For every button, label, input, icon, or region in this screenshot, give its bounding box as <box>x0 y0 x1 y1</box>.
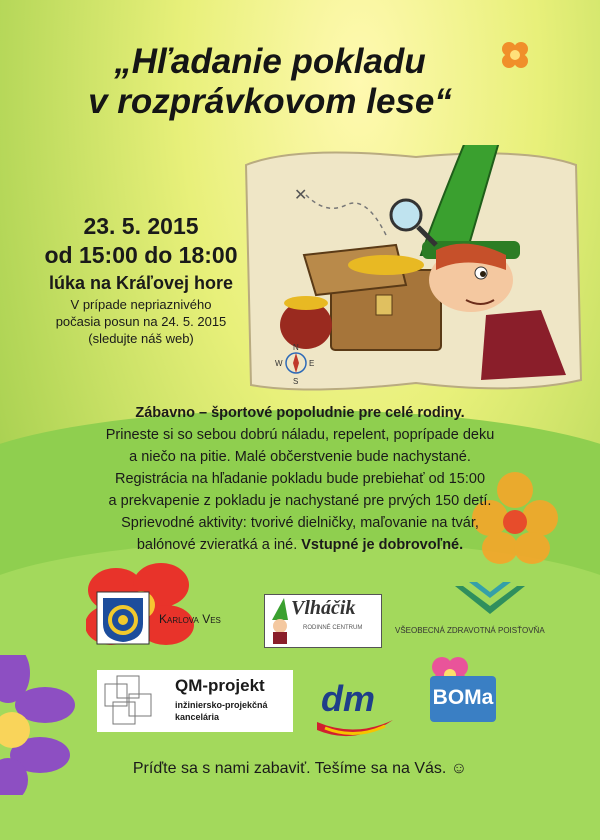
vlhacik-label: Vlháčik <box>291 597 356 619</box>
gnome-small-icon <box>268 598 292 644</box>
event-time: od 15:00 do 18:00 <box>44 242 238 268</box>
vszp-chevron-icon <box>455 580 525 620</box>
boma-logo <box>430 676 496 722</box>
footer-invitation: Príďte sa s nami zabaviť. Tešíme sa na Vás. ☺ <box>132 760 468 777</box>
gold-pot-icon <box>280 296 332 349</box>
event-place: lúka na Kráľovej hore <box>49 273 233 293</box>
treasure-map-illustration <box>236 145 596 395</box>
compass-s: S <box>293 377 299 386</box>
description-line-6 <box>78 534 522 556</box>
dm-swoosh-icon <box>315 718 395 738</box>
dm-logo <box>315 678 395 738</box>
karlova-ves-logo <box>95 590 245 645</box>
entry-free-text: Vstupné je dobrovoľné. <box>301 537 464 553</box>
weather-note-1: V prípade nepriaznivého <box>70 297 212 312</box>
compass-w: W <box>275 359 283 368</box>
qm-squares-icon <box>103 674 157 728</box>
karlova-ves-label: Karlova Ves <box>159 612 221 626</box>
event-description <box>78 402 522 556</box>
qm-projekt-logo <box>97 670 293 732</box>
title-line-1: „Hľadanie pokladu <box>114 42 426 81</box>
vlhacik-logo <box>264 594 382 648</box>
event-info <box>20 212 262 347</box>
description-line-2: a niečo na pitie. Malé občerstvenie bude nachystané. <box>129 449 471 465</box>
weather-note-3: (sledujte náš web) <box>88 331 194 346</box>
title-line-2: v rozprávkovom lese“ <box>88 82 452 121</box>
qm-title: QM-projekt <box>175 676 265 695</box>
weather-note-2: počasia posun na 24. 5. 2015 <box>55 314 227 329</box>
boma-label: BOMa <box>432 686 494 709</box>
orange-small-flower-icon <box>500 40 530 70</box>
dm-label: dm <box>321 678 375 719</box>
description-line-1: Prineste si so sebou dobrú náladu, repelent, poprípade deku <box>105 427 495 443</box>
vszp-label: VŠEOBECNÁ ZDRAVOTNÁ POISŤOVŇA <box>395 626 545 635</box>
map-x-mark: ✕ <box>294 185 308 204</box>
event-title <box>70 42 470 122</box>
description-line-4: a prekvapenie z pokladu je nachystané pre prvých 150 detí. <box>108 493 492 509</box>
description-lead: Zábavno – športové popoludnie pre celé rodiny. <box>135 405 465 421</box>
karlova-ves-crest-icon <box>95 590 151 646</box>
compass-e: E <box>309 359 315 368</box>
description-line-3: Registrácia na hľadanie pokladu bude prebiehať od 15:00 <box>114 471 486 487</box>
event-date: 23. 5. 2015 <box>83 213 199 239</box>
vszp-logo <box>395 580 585 640</box>
description-line-6-text: balónové zvieratká a iné. <box>136 537 302 553</box>
qm-sub-1: inžiniersko-projekčná <box>175 700 268 710</box>
vlhacik-sub: RODINNÉ CENTRUM <box>303 625 363 631</box>
compass-n: N <box>293 343 299 352</box>
description-line-5: Sprievodné aktivity: tvorivé dielničky, maľovanie na tvár, <box>121 515 479 531</box>
qm-sub-2: kancelária <box>175 712 220 722</box>
